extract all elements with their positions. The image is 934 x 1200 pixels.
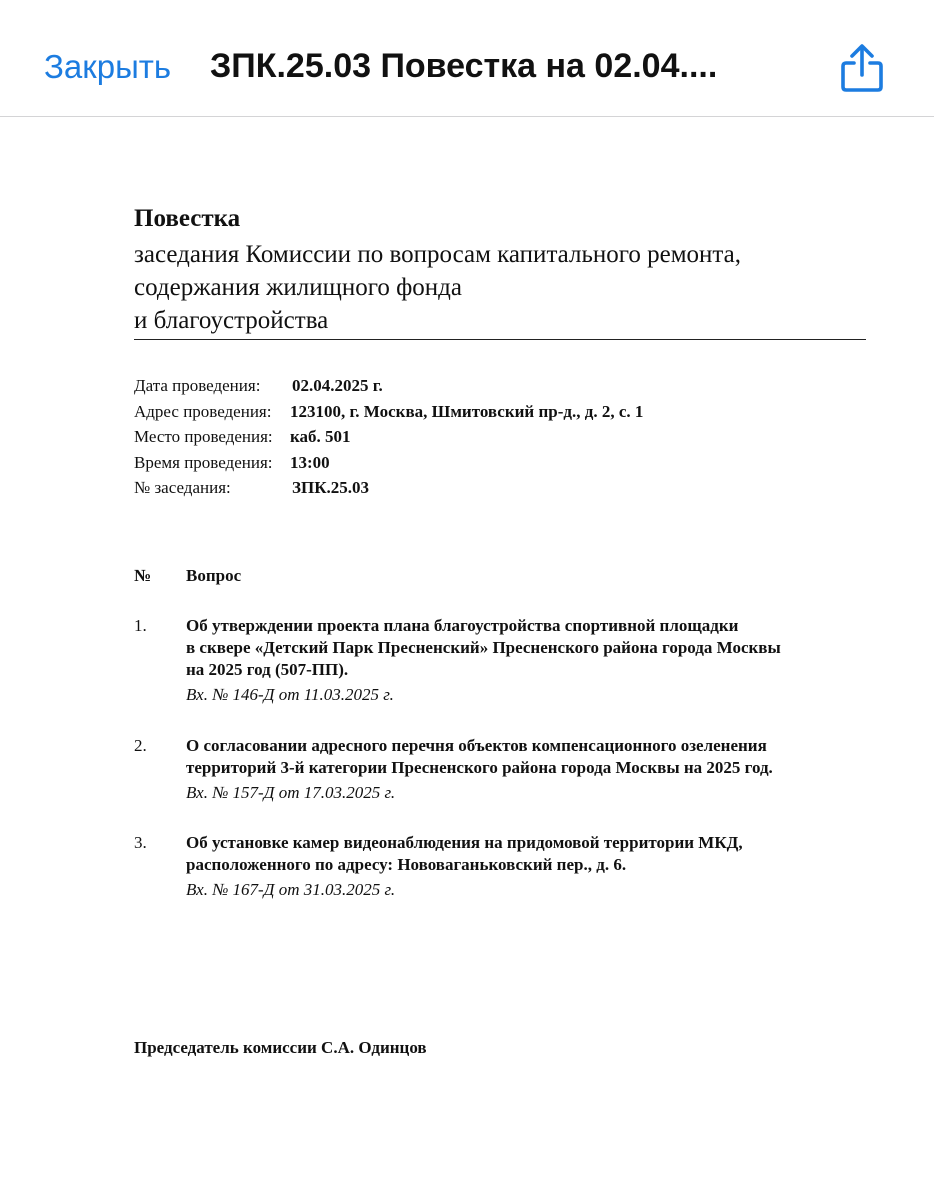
agenda-item-body	[186, 735, 866, 804]
agenda-item-text	[186, 832, 866, 876]
meta-label: Дата проведения:	[134, 376, 261, 395]
close-button[interactable]: Закрыть	[44, 48, 172, 85]
agenda-item-line: Об установке камер видеонаблюдения на придомовой территории МКД,	[186, 833, 743, 852]
agenda-item-body	[186, 832, 866, 901]
agenda-item-line: территорий 3-й категории Пресненского района города Москвы на 2025 год.	[186, 758, 773, 777]
agenda-header-number: №	[134, 566, 152, 585]
subtitle-line: и благоустройства	[134, 307, 329, 334]
subtitle-line: заседания Комиссии по вопросам капитального ремонта,	[134, 241, 741, 268]
agenda-item-text	[186, 615, 866, 681]
agenda-item-text	[186, 735, 866, 779]
meta-value: каб. 501	[290, 427, 351, 446]
chairman-signature: Председатель комиссии С.А. Одинцов	[134, 1038, 427, 1057]
agenda-title: Повестка	[134, 205, 241, 232]
share-button[interactable]	[838, 42, 886, 94]
agenda-item-line: О согласовании адресного перечня объектов компенсационного озеленения	[186, 736, 767, 755]
meta-label: Время проведения:	[134, 452, 273, 472]
agenda-item-line: в сквере «Детский Парк Пресненский» Пресненского района города Москвы	[186, 638, 781, 657]
agenda-item-reference: Вх. № 157-Д от 17.03.2025 г.	[186, 783, 396, 802]
meta-value: ЗПК.25.03	[292, 478, 370, 497]
agenda-header-question: Вопрос	[186, 566, 242, 585]
meta-value: 02.04.2025 г.	[292, 376, 383, 395]
agenda-item-reference: Вх. № 167-Д от 31.03.2025 г.	[186, 880, 396, 899]
share-icon	[838, 42, 886, 94]
agenda-item-line: Об утверждении проекта плана благоустройства спортивной площадки	[186, 616, 739, 635]
meta-label: Место проведения:	[134, 427, 273, 446]
agenda-item-line: на 2025 год (507-ПП).	[186, 660, 349, 679]
document-title: ЗПК.25.03 Повестка на 02.04....	[210, 47, 718, 85]
agenda-item-number: 1.	[134, 616, 147, 635]
subtitle-line: содержания жилищного фонда	[134, 274, 462, 301]
navigation-bar	[0, 0, 934, 117]
document-page	[0, 117, 934, 1200]
agenda-item-body	[186, 615, 866, 706]
meta-label: № заседания:	[134, 478, 231, 497]
agenda-item-number: 3.	[134, 833, 147, 852]
agenda-item-number: 2.	[134, 736, 147, 755]
meta-label: Адрес проведения:	[134, 401, 272, 421]
agenda-item-line: расположенного по адресу: Нововаганьковский пер., д. 6.	[186, 855, 627, 874]
meta-value: 123100, г. Москва, Шмитовский пр-д., д. 2, с. 1	[290, 401, 644, 421]
agenda-item-reference: Вх. № 146-Д от 11.03.2025 г.	[186, 685, 394, 704]
meta-value: 13:00	[290, 452, 330, 472]
agenda-subtitle	[134, 238, 866, 340]
